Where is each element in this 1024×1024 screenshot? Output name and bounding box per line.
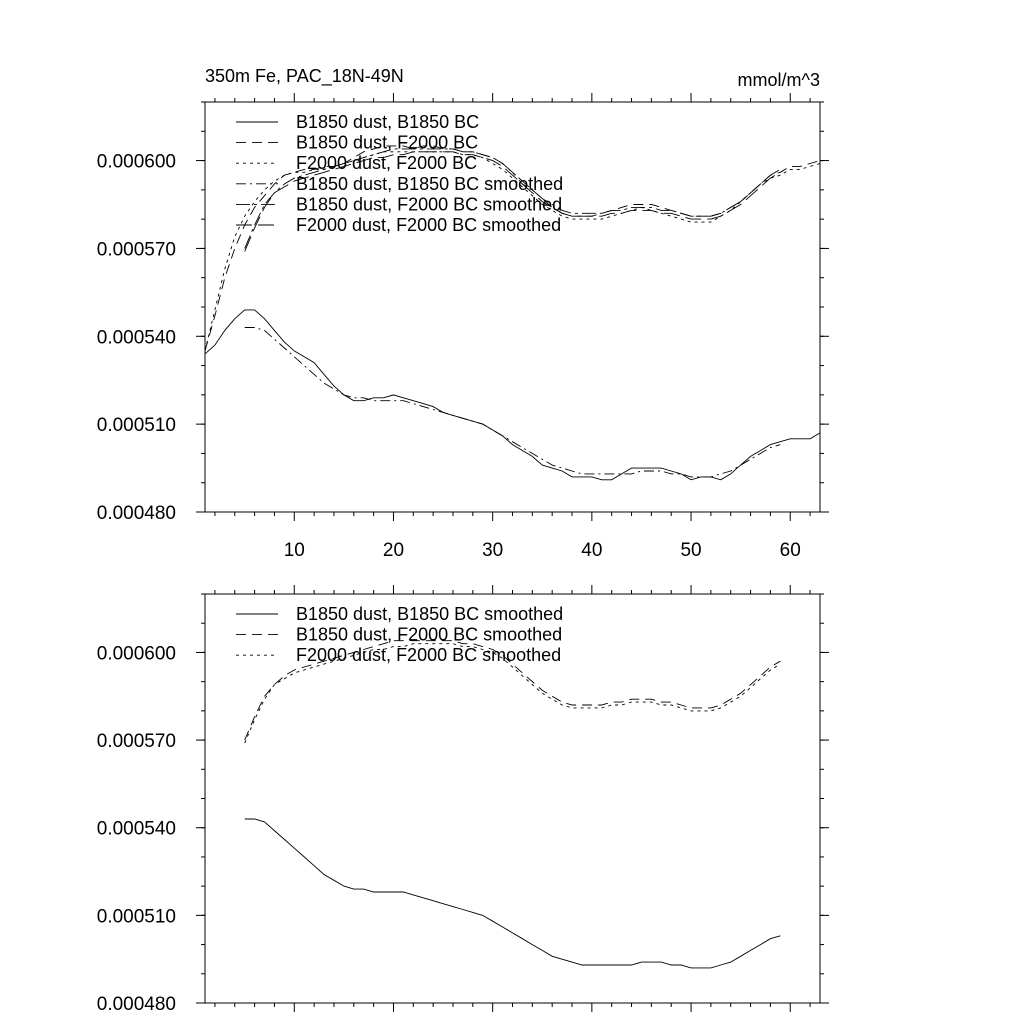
y-tick-label: 0.000600: [96, 151, 176, 173]
y-tick-label: 0.000600: [96, 643, 176, 665]
y-tick-label: 0.000510: [96, 415, 176, 437]
y-tick-label: 0.000510: [96, 906, 176, 928]
legend-label-4: B1850 dust, B1850 BC smoothed: [296, 173, 564, 194]
y-tick-label: 0.000480: [96, 994, 176, 1015]
x-tick-label: 60: [779, 540, 801, 561]
legend-label-2: B1850 dust, F2000 BC: [296, 132, 479, 153]
x-tick-label: 10: [283, 540, 305, 561]
y-tick-label: 0.000480: [96, 503, 176, 524]
legend-label-5: B1850 dust, F2000 BC smoothed: [296, 194, 563, 215]
series-line-1: [205, 310, 820, 480]
top-panel: [97, 93, 829, 561]
legend-label-3: F2000 dust, F2000 BC smoothed: [296, 645, 562, 666]
x-tick-label: 40: [581, 540, 603, 561]
x-tick-label: 50: [680, 540, 702, 561]
series-line-4: [245, 328, 781, 477]
y-tick-label: 0.000570: [96, 731, 176, 753]
bottom-panel: [97, 585, 829, 1015]
legend-label-1: B1850 dust, B1850 BC: [296, 112, 480, 132]
y-tick-label: 0.000540: [96, 327, 176, 349]
legend-label-6: F2000 dust, F2000 BC smoothed: [296, 215, 562, 235]
series-line-1: [245, 819, 781, 968]
y-tick-label: 0.000570: [96, 239, 176, 261]
units-label: mmol/m^3: [737, 70, 820, 90]
chart-title: 350m Fe, PAC_18N-49N: [205, 66, 404, 86]
legend-label-3: F2000 dust, F2000 BC: [296, 153, 478, 174]
legend-label-2: B1850 dust, F2000 BC smoothed: [296, 624, 563, 645]
x-tick-label: 20: [382, 540, 405, 561]
legend-label-1: B1850 dust, B1850 BC smoothed: [296, 604, 564, 624]
y-tick-label: 0.000540: [96, 818, 176, 840]
x-tick-label: 30: [482, 540, 504, 561]
